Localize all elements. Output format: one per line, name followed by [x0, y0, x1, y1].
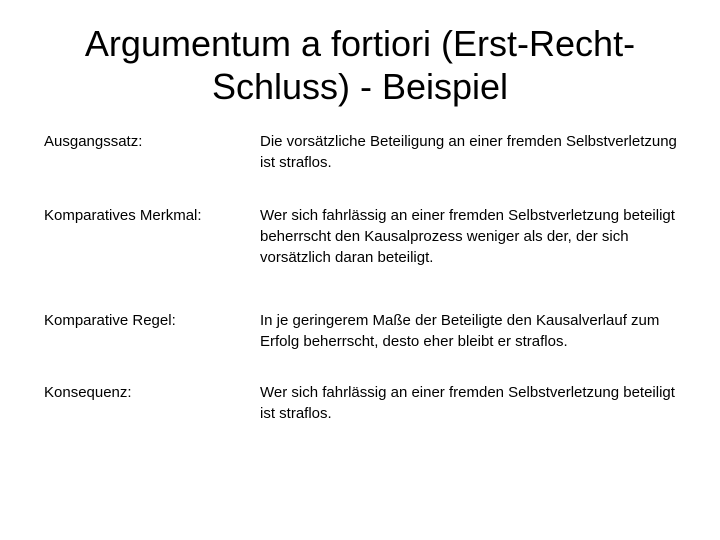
row-label: Ausgangssatz:: [44, 133, 143, 150]
row-label: Komparatives Merkmal:: [44, 207, 202, 224]
row-label: Komparative Regel:: [44, 312, 176, 329]
row-text: Die vorsätzliche Beteiligung an einer fremden Selbstverletzung ist straflos.: [260, 133, 677, 171]
title-line-1: Argumentum a fortiori (Erst-Recht-: [84, 23, 636, 64]
row-label: Konsequenz:: [44, 384, 132, 401]
slide-title: [40, 22, 680, 108]
row-text: Wer sich fahrlässig an einer fremden Selbstverletzung beteiligt beherrscht den Kausalprozess weniger als der, der sich vorsätzlich daran beteiligt.: [260, 207, 675, 266]
row-text: Wer sich fahrlässig an einer fremden Selbstverletzung beteiligt ist straflos.: [260, 384, 675, 422]
title-line-2: Schluss) - Beispiel: [211, 66, 509, 107]
row-text: In je geringerem Maße der Beteiligte den Kausalverlauf zum Erfolg beherrscht, desto eher bleibt er straflos.: [260, 312, 660, 350]
